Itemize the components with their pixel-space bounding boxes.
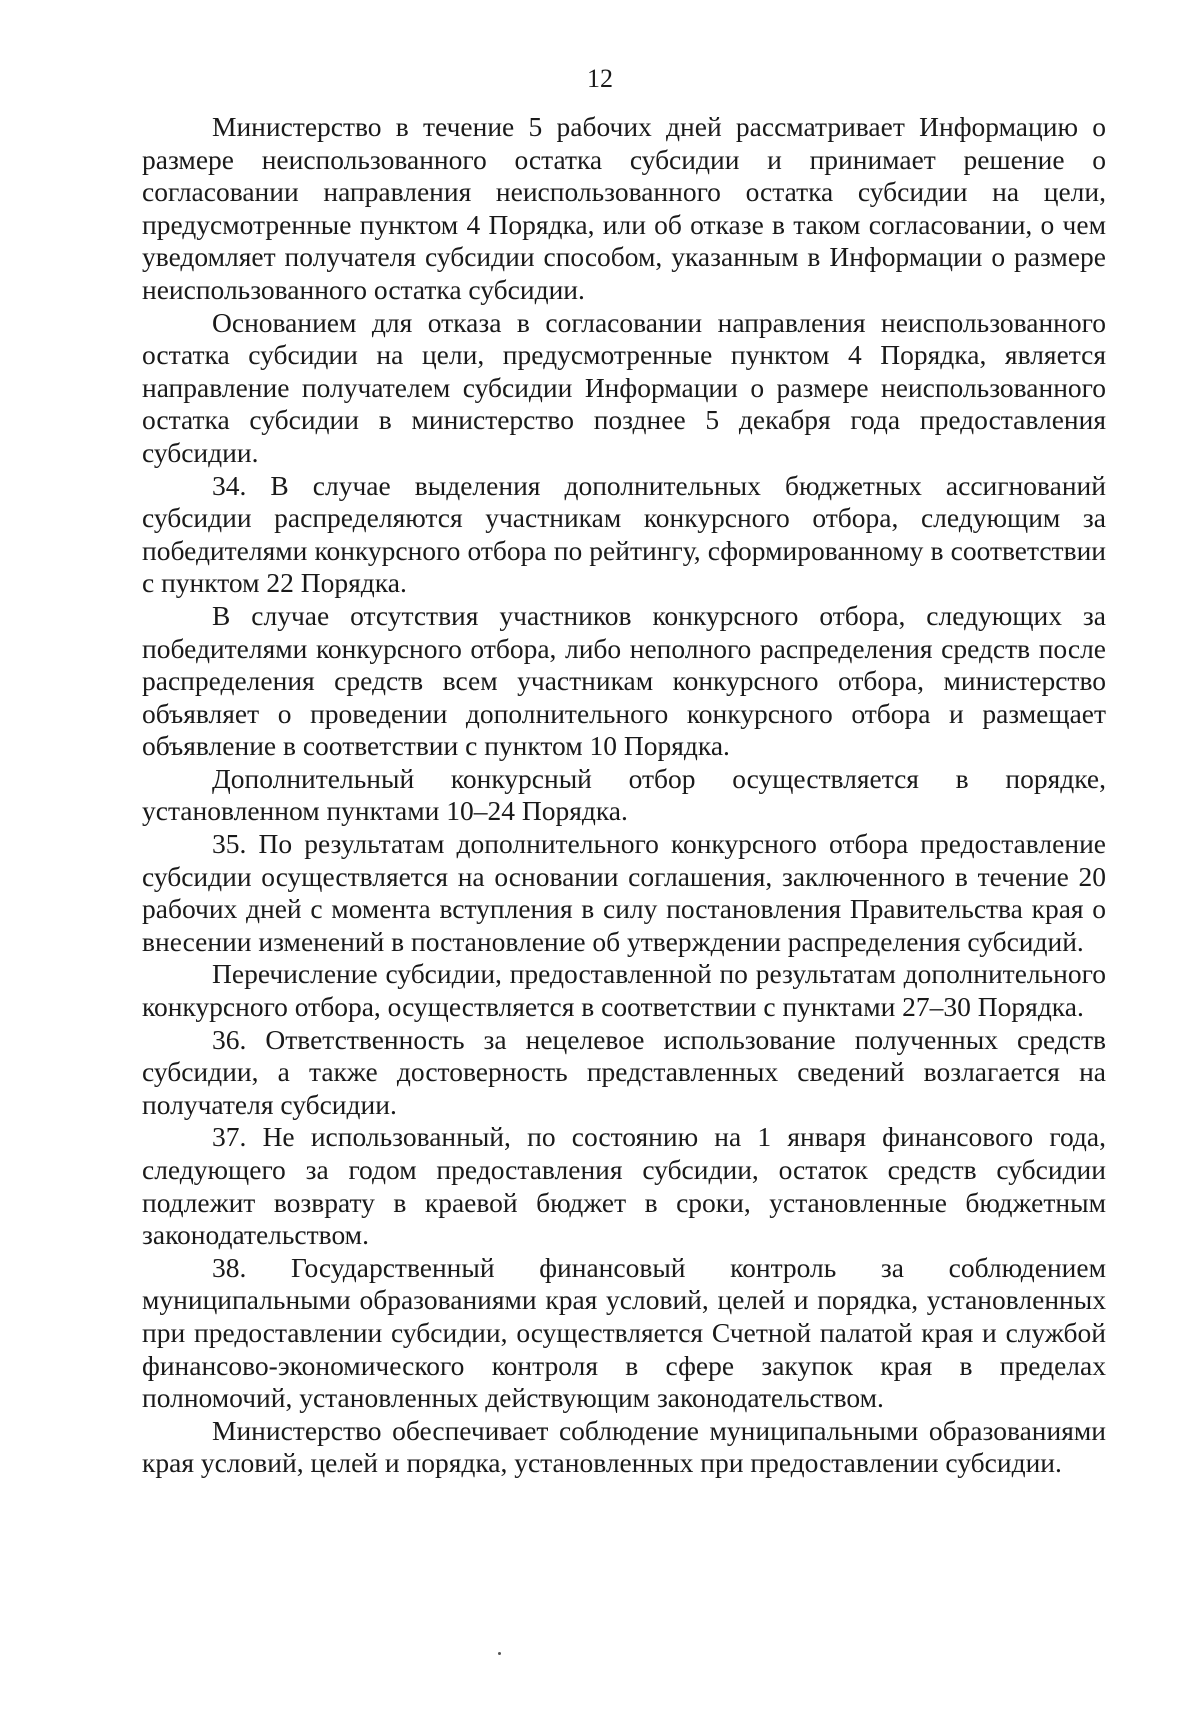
paragraph-refusal-grounds: Основанием для отказа в согласовании направления неиспользованного остатка субсидии на цели, предусмотренные пунктом 4 Порядка, является направление получателем субсидии Информации о размере неиспользованного остатка субсидии в министерство позднее 5 декабря года предоставления субсидии. — [142, 306, 1106, 468]
paragraph-34-additional-selection: Дополнительный конкурсный отбор осуществляется в порядке, установленном пунктами 10–24 Порядка. — [142, 762, 1106, 827]
scan-dot-mark — [498, 1652, 501, 1655]
paragraph-35-transfer: Перечисление субсидии, предоставленной по результатам дополнительного конкурсного отбора, осуществляется в соответствии с пунктами 27–30 Порядка. — [142, 958, 1106, 1023]
paragraph-38-ministry-ensures: Министерство обеспечивает соблюдение муниципальными образованиями края условий, целей и порядка, установленных при предоставлении субсидии. — [142, 1414, 1106, 1479]
document-body — [142, 111, 1106, 1480]
paragraph-ministry-review: Министерство в течение 5 рабочих дней рассматривает Информацию о размере неиспользованного остатка субсидии и принимает решение о согласовании направления неиспользованного остатка субсидии на цели, предусмотренные пунктом 4 Порядка, или об отказе в таком согласовании, о чем уведомляет получателя субсидии способом, указанным в Информации о размере неиспользованного остатка субсидии. — [142, 111, 1106, 305]
paragraph-36: 36. Ответственность за нецелевое использование полученных средств субсидии, а также достоверность представленных сведений возлагается на получателя субсидии. — [142, 1023, 1106, 1120]
page-number: 12 — [587, 64, 613, 93]
paragraph-35: 35. По результатам дополнительного конкурсного отбора предоставление субсидии осуществляется на основании соглашения, заключенного в течение 20 рабочих дней с момента вступления в силу постановления Правительства края о внесении изменений в постановление об утверждении распределения субсидий. — [142, 828, 1106, 957]
paragraph-34: 34. В случае выделения дополнительных бюджетных ассигнований субсидии распределяются участникам конкурсного отбора, следующим за победителями конкурсного отбора по рейтингу, сформированному в соответствии с пунктом 22 Порядка. — [142, 469, 1106, 599]
paragraph-34-absence: В случае отсутствия участников конкурсного отбора, следующих за победителями конкурсного отбора, либо неполного распределения средств после распределения средств всем участникам конкурсного отбора, министерство объявляет о проведении дополнительного конкурсного отбора и размещает объявление в соответствии с пунктом 10 Порядка. — [142, 599, 1106, 762]
paragraph-38: 38. Государственный финансовый контроль за соблюдением муниципальными образованиями края условий, целей и порядка, установленных при предоставлении субсидии, осуществляется Счетной палатой края и службой финансово-экономического контроля в сфере закупок края в пределах полномочий, установленных действующим законодательством. — [142, 1251, 1106, 1414]
paragraph-37: 37. Не использованный, по состоянию на 1 января финансового года, следующего за годом предоставления субсидии, остаток средств субсидии подлежит возврату в краевой бюджет в сроки, установленные бюджетным законодательством. — [142, 1121, 1106, 1251]
